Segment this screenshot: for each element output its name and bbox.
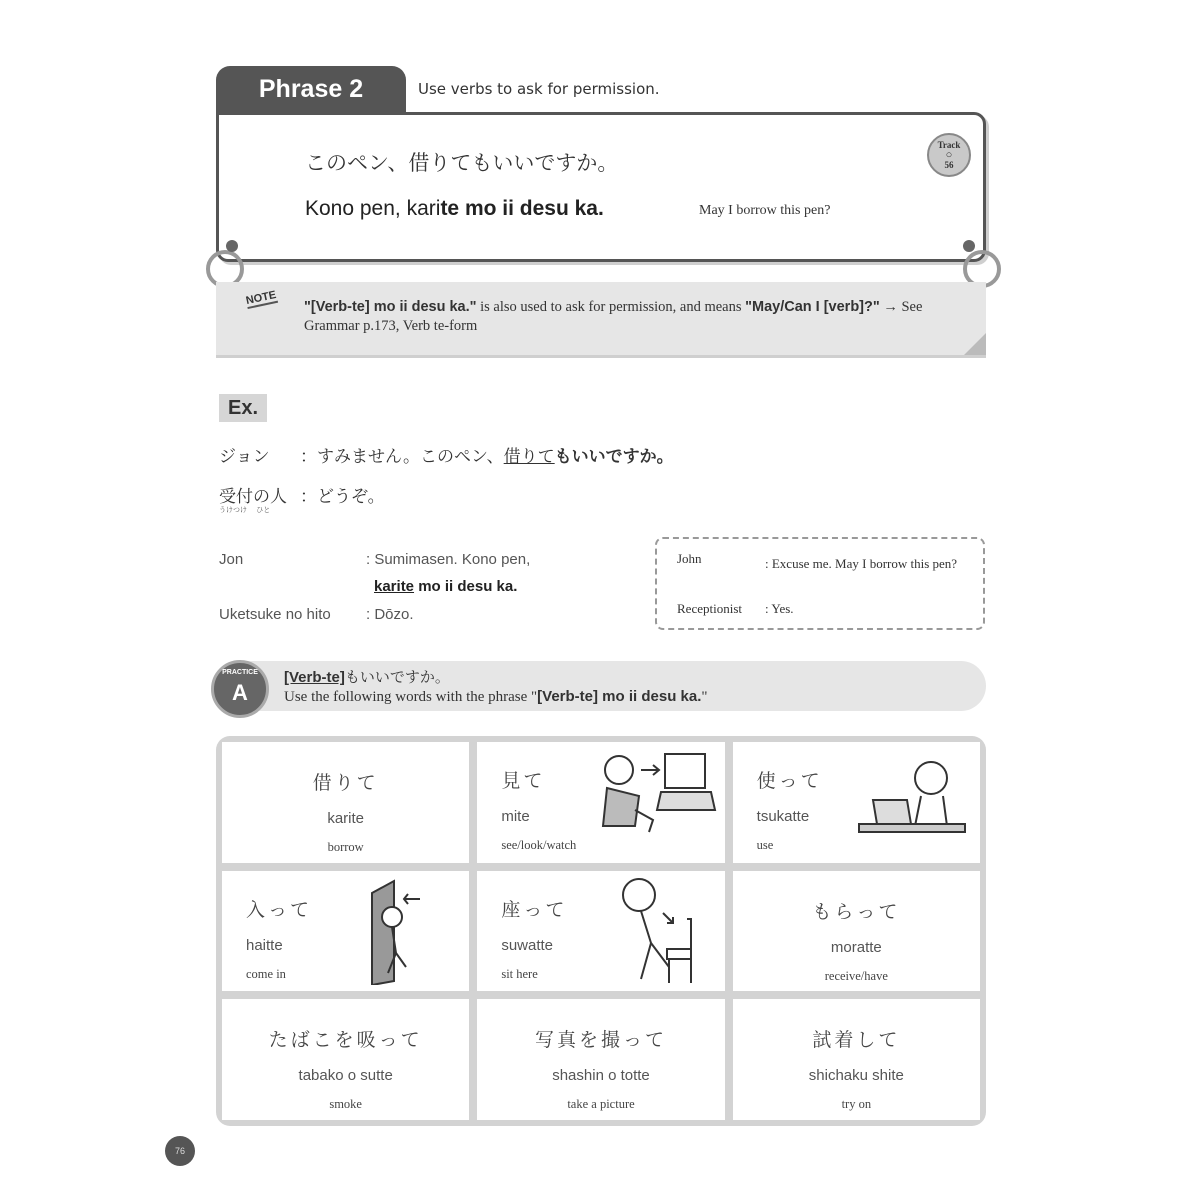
vocab-kanji: 使って xyxy=(756,770,823,792)
vocab-english: use xyxy=(756,838,774,852)
romaji-line-1b-underlined: karite xyxy=(374,578,415,595)
vocab-romaji: shichaku shite xyxy=(808,1067,904,1085)
jp-speaker-2: 受付の人 xyxy=(219,487,287,507)
practice-title xyxy=(284,666,450,687)
vocab-card-moratte xyxy=(733,871,980,992)
romaji-line-1b xyxy=(374,578,517,595)
romaji-bold: te mo ii desu ka. xyxy=(440,197,604,220)
track-label: Track xyxy=(937,140,961,150)
jp-speaker-2-ruby: うけつけ ひと xyxy=(219,506,271,514)
note-text-mid: is also used to ask for permission, and means xyxy=(476,299,746,315)
vocab-kanji: たばこを吸って xyxy=(268,1029,423,1052)
vocab-romaji: mite xyxy=(501,808,530,825)
vocab-romaji: suwatte xyxy=(501,936,554,954)
vocab-card-mite xyxy=(477,742,724,863)
vocab-kanji: 入って xyxy=(246,898,313,921)
person-entering-door-icon xyxy=(362,877,432,985)
practice-instruction-post: " xyxy=(701,689,708,705)
practice-badge xyxy=(211,660,269,718)
note-text-end: → See Grammar p.173, Verb te-form xyxy=(304,299,923,334)
practice-instruction-bold: [Verb-te] mo ii desu ka. xyxy=(537,688,702,705)
english-speaker-2: Receptionist xyxy=(677,601,742,616)
vocab-kanji: もらって xyxy=(812,900,901,923)
jp-line-1-pre: ：すみません。このペン、 xyxy=(300,447,504,467)
note-text xyxy=(304,298,964,336)
person-watching-tv-icon xyxy=(595,748,723,844)
vocab-romaji: haitte xyxy=(246,936,283,954)
page-number: 76 xyxy=(165,1136,195,1166)
english-line-1: : Excuse me. May I borrow this pen? xyxy=(765,556,958,571)
romaji-line-1b-rest: mo ii desu ka. xyxy=(414,578,518,595)
vocab-romaji: shashin o totte xyxy=(552,1067,650,1085)
ring-left-hole-icon xyxy=(226,240,238,252)
english-sentence: May I borrow this pen? xyxy=(699,203,831,218)
vocab-english: receive/have xyxy=(824,968,888,983)
vocab-romaji: karite xyxy=(327,810,364,827)
english-translation-box xyxy=(655,537,985,630)
vocab-english: smoke xyxy=(329,1097,362,1112)
audio-track-icon[interactable]: Track ○ 56 xyxy=(927,133,971,177)
romaji-plain: Kono pen, kari xyxy=(305,197,441,220)
jp-line-1 xyxy=(300,442,674,467)
vocab-kanji: 試着して xyxy=(812,1029,901,1052)
practice-badge-small: PRACTICE xyxy=(222,669,258,676)
romaji-speaker-1: Jon xyxy=(219,551,244,568)
example-label: Ex. xyxy=(219,394,267,422)
vocab-card-haitte xyxy=(222,871,469,992)
practice-instruction-pre: Use the following words with the phrase " xyxy=(284,689,538,705)
note-box xyxy=(216,282,986,358)
english-line-2: : Yes. xyxy=(765,601,794,616)
vocab-romaji: moratte xyxy=(830,938,882,956)
jp-line-2: ：どうぞ。 xyxy=(300,487,385,507)
vocab-grid xyxy=(216,736,986,1126)
practice-title-rest: もいいですか。 xyxy=(344,668,450,686)
jp-speaker-1: ジョン xyxy=(219,447,270,467)
practice-title-underlined: [Verb-te] xyxy=(284,669,345,686)
vocab-kanji: 借りて xyxy=(312,772,379,794)
jp-line-1-post: もいいですか。 xyxy=(554,447,674,467)
romaji-sentence xyxy=(305,197,604,221)
track-number: 56 xyxy=(944,160,954,170)
jp-line-1-underlined: 借りて xyxy=(503,447,555,467)
vocab-card-shashin xyxy=(477,999,724,1120)
person-using-laptop-icon xyxy=(855,756,971,842)
vocab-card-tabako xyxy=(222,999,469,1120)
page-fold-icon xyxy=(964,333,986,355)
vocab-card-karite xyxy=(222,742,469,863)
person-sitting-down-icon xyxy=(607,875,707,987)
romaji-line-1: : Sumimasen. Kono pen, xyxy=(366,551,531,568)
vocab-card-shichaku xyxy=(733,999,980,1120)
vocab-english: borrow xyxy=(327,840,364,854)
vocab-english: take a picture xyxy=(567,1097,635,1112)
practice-instruction xyxy=(284,688,708,706)
vocab-english: see/look/watch xyxy=(501,838,577,852)
vocab-card-tsukatte xyxy=(733,742,980,863)
vocab-romaji: tsukatte xyxy=(756,808,810,825)
vocab-romaji: tabako o sutte xyxy=(298,1067,393,1085)
note-bold-meaning: "May/Can I [verb]?" xyxy=(745,299,880,315)
vocab-kanji: 写真を撮って xyxy=(534,1029,667,1052)
note-label: NOTE xyxy=(244,288,278,308)
phrase-subtitle: Use verbs to ask for permission. xyxy=(418,80,660,98)
ring-right-hole-icon xyxy=(963,240,975,252)
vocab-english: sit here xyxy=(501,966,538,981)
note-bold-phrase: "[Verb-te] mo ii desu ka." xyxy=(304,299,477,315)
vocab-card-suwatte xyxy=(477,871,724,992)
phrase-tab: Phrase 2 xyxy=(216,66,406,112)
vocab-kanji: 座って xyxy=(501,898,568,921)
vocab-english: try on xyxy=(841,1097,872,1112)
japanese-sentence: このペン、借りてもいいですか。 xyxy=(305,151,619,175)
english-speaker-1: John xyxy=(677,551,702,566)
vocab-kanji: 見て xyxy=(501,770,546,792)
romaji-speaker-2: Uketsuke no hito xyxy=(219,606,331,623)
practice-badge-letter: A xyxy=(232,680,248,705)
vocab-english: come in xyxy=(246,966,286,981)
phrase-box xyxy=(216,112,986,262)
romaji-line-2: : Dōzo. xyxy=(366,606,414,623)
